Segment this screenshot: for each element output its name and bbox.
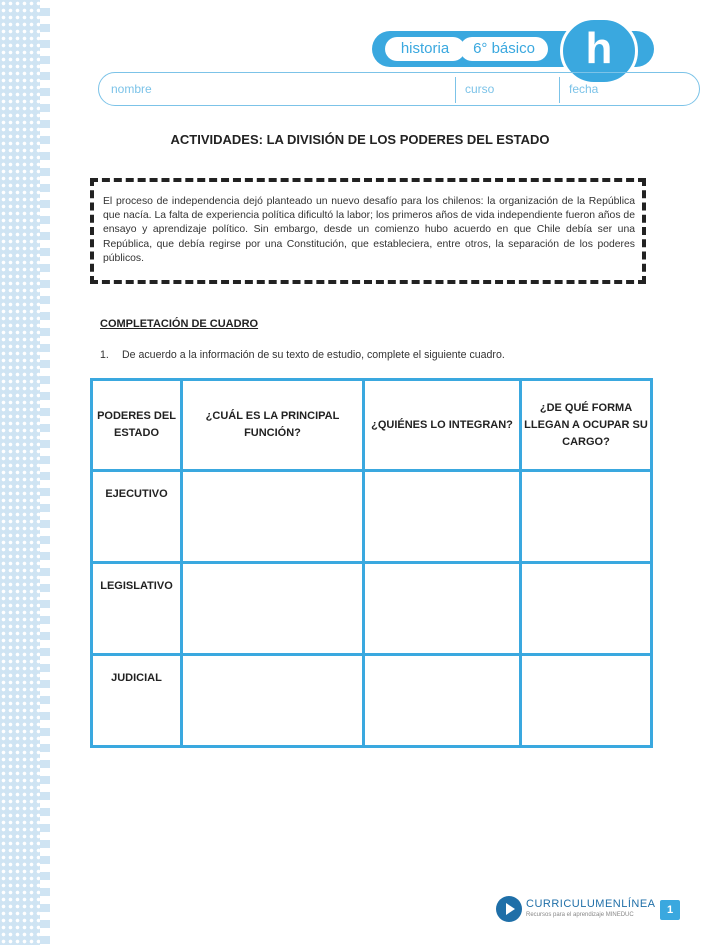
page-title: ACTIVIDADES: LA DIVISIÓN DE LOS PODERES DEL ESTADO (170, 132, 550, 147)
table-header-row (92, 380, 652, 471)
answer-cell[interactable] (364, 471, 521, 563)
date-field-label[interactable]: fecha (569, 82, 599, 96)
intro-text-box (90, 178, 646, 284)
footer-logo-subtitle: Recursos para el aprendizaje MINEDUC (526, 912, 634, 918)
answer-cell[interactable] (182, 471, 364, 563)
instruction-number: 1. (100, 349, 109, 361)
answer-cell[interactable] (364, 563, 521, 655)
answer-cell[interactable] (364, 655, 521, 747)
intro-paragraph: El proceso de independencia dejó planteado un nuevo desafío para los chilenos: la organización de la República que nacía. La falta de experiencia política dificultó la labor; los primeros años de vida independiente fueron años de ensayo y aprendizaje político. Sin embargo, desde un comienzo hubo acuerdo en que Chile debía ser una República, que debía regirse por una Constitución, que estableciera, entre otros, la separación de los poderes públicos. (103, 196, 635, 264)
divider (455, 77, 456, 103)
history-logo-icon: h (560, 17, 638, 85)
name-field-label[interactable]: nombre (111, 82, 152, 96)
table-row (92, 471, 652, 563)
row-label-legislativo: LEGISLATIVO (92, 563, 182, 655)
student-info-bar (98, 72, 700, 106)
header-cell: ¿CUÁL ES LA PRINCIPAL FUNCIÓN? (182, 380, 364, 471)
row-label-judicial: JUDICIAL (92, 655, 182, 747)
instruction (100, 349, 505, 361)
subject-label: historia (385, 37, 465, 61)
header-cell: PODERES DEL ESTADO (92, 380, 182, 471)
curriculum-logo-icon (496, 896, 522, 922)
table-row (92, 655, 652, 747)
instruction-text: De acuerdo a la información de su texto de estudio, complete el siguiente cuadro. (122, 349, 505, 361)
footer-logo-text: CURRICULUMENLÍNEA (526, 898, 656, 910)
grade-label: 6° básico (460, 37, 548, 61)
answer-cell[interactable] (521, 471, 652, 563)
answer-cell[interactable] (521, 655, 652, 747)
row-label-ejecutivo: EJECUTIVO (92, 471, 182, 563)
header-cell: ¿QUIÉNES LO INTEGRAN? (364, 380, 521, 471)
course-field-label[interactable]: curso (465, 82, 495, 96)
header-cell: ¿DE QUÉ FORMA LLEGAN A OCUPAR SU CARGO? (521, 380, 652, 471)
completion-table (90, 378, 653, 748)
answer-cell[interactable] (182, 563, 364, 655)
section-title: COMPLETACIÓN DE CUADRO (100, 318, 259, 330)
answer-cell[interactable] (182, 655, 364, 747)
divider (559, 77, 560, 103)
table-row (92, 563, 652, 655)
answer-cell[interactable] (521, 563, 652, 655)
page-number: 1 (660, 900, 680, 920)
